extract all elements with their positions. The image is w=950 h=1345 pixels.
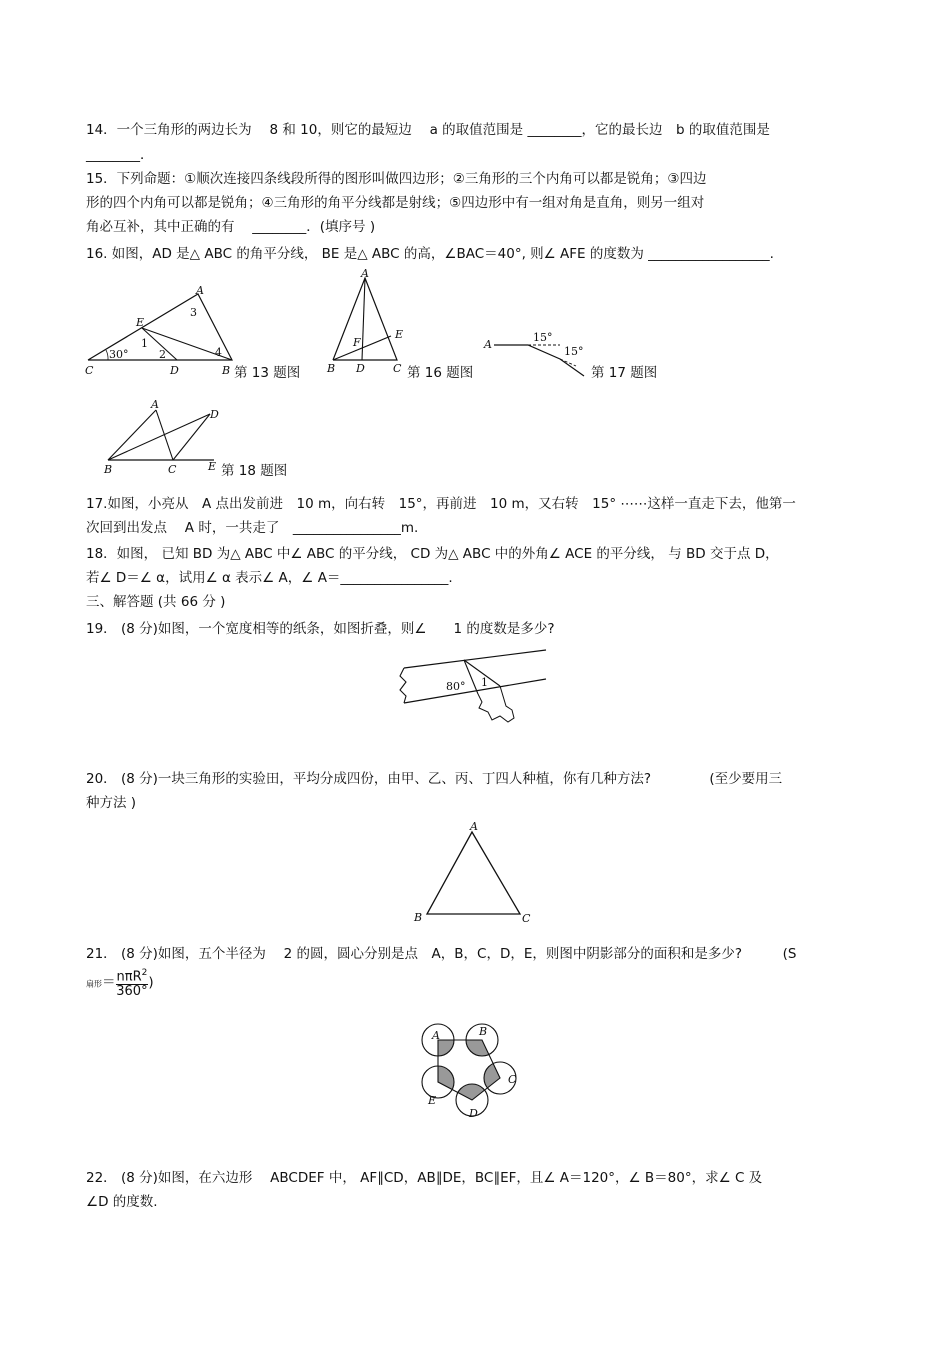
q20-line1: 20． (8 分)一块三角形的实验田，平均分成四份，由甲、乙、丙、丁四人种植，你有几种方法? (至少要用三 — [86, 771, 783, 787]
q15-line1: 15．下列命题：①顺次连接四条线段所得的图形叫做四边形；②三角形的三个内角可以都是锐角；③四边 — [86, 171, 707, 187]
fig18-label-e: E — [208, 460, 217, 473]
fig13-caption: 第 13 题图 — [234, 365, 301, 381]
q21-formula-fraction — [116, 966, 149, 999]
fig21-label-b: B — [479, 1025, 488, 1038]
fig16-label-c: C — [393, 362, 402, 375]
fig18-label-a: A — [151, 398, 159, 411]
fig16-label-a: A — [361, 267, 369, 280]
fig21-label-c: C — [508, 1073, 517, 1086]
fig13-angle-1: 1 — [141, 337, 148, 350]
fig13-label-c: C — [85, 364, 94, 377]
fig18-label-b: B — [104, 463, 113, 476]
figure-19 — [396, 646, 552, 728]
fig18-caption: 第 18 题图 — [221, 463, 288, 479]
q22-line1: 22． (8 分)如图，在六边形 ABCDEF 中， AF∥CD，AB∥DE，BC∥EF，且∠ A＝120°，∠ B＝80°，求∠ C 及 — [86, 1170, 763, 1186]
q16-line1: 16. 如图，AD 是△ ABC 的角平分线， BE 是△ ABC 的高，∠BAC＝40°, 则∠ AFE 的度数为 __________________. — [86, 246, 774, 262]
fig16-caption: 第 16 题图 — [407, 365, 474, 381]
q21-formula-num: nπR — [116, 969, 142, 985]
figure-18 — [100, 398, 220, 478]
figure-16 — [325, 267, 410, 378]
fig17-caption: 第 17 题图 — [591, 365, 658, 381]
q14-line2: ________． — [86, 147, 154, 163]
q22-line2: ∠D 的度数. — [86, 1194, 158, 1210]
q19-line1: 19． (8 分)如图，一个宽度相等的纸条，如图折叠，则∠ 1 的度数是多少? — [86, 621, 555, 637]
q21-formula-sub: 扇形 — [86, 979, 102, 989]
fig13-label-e: E — [136, 316, 145, 329]
fig18-label-c: C — [168, 463, 177, 476]
q15-line2: 形的四个内角可以都是锐角；④三角形的角平分线都是射线；⑤四边形中有一组对角是直角，则另一组对 — [86, 195, 705, 211]
q18-line2: 若∠ D＝∠ α，试用∠ α 表示∠ A，∠ A＝________________. — [86, 570, 453, 586]
fig17-angle-2: 15° — [564, 345, 584, 358]
q14-line1: 14．一个三角形的两边长为 8 和 10，则它的最短边 a 的取值范围是 ________，它的最长边 b 的取值范围是 — [86, 122, 770, 138]
q18-line1: 18．如图， 已知 BD 为△ ABC 中∠ ABC 的平分线， CD 为△ ABC 中的外角∠ ACE 的平分线， 与 BD 交于点 D， — [86, 546, 779, 562]
fig16-label-b: B — [327, 362, 336, 375]
q21-formula-sup: 2 — [141, 968, 148, 978]
fig13-label-d: D — [170, 364, 179, 377]
q20-line2: 种方法 ) — [86, 795, 137, 811]
q21-formula-close: ) — [148, 974, 154, 991]
fig19-angle-1: 1 — [481, 676, 488, 689]
fig17-angle-1: 15° — [533, 331, 553, 344]
fig13-angle-4: 4 — [215, 346, 222, 359]
figure-17 — [480, 328, 590, 378]
fig20-label-c: C — [522, 912, 531, 925]
q21-formula-den: 360° — [116, 984, 148, 1000]
fig13-angle-3: 3 — [190, 306, 197, 319]
fig20-label-a: A — [470, 820, 478, 833]
fig18-label-d: D — [210, 408, 219, 421]
q21-formula-eq: ＝ — [102, 974, 116, 991]
q21-formula — [86, 966, 154, 999]
fig16-label-e: E — [395, 328, 404, 341]
fig13-angle-2: 2 — [159, 348, 166, 361]
fig13-label-b: B — [222, 364, 231, 377]
figure-21 — [416, 1020, 528, 1128]
q15-line3: 角必互补，其中正确的有 ________．(填序号 ) — [86, 219, 376, 235]
fig21-label-e: E — [428, 1094, 437, 1107]
fig20-label-b: B — [414, 911, 423, 924]
fig19-angle-80: 80° — [446, 680, 466, 693]
fig13-angle-30: 30° — [109, 348, 129, 361]
q17-line2: 次回到出发点 A 时，一共走了 ________________m. — [86, 520, 419, 536]
fig16-label-f: F — [353, 336, 361, 349]
q21-line1: 21． (8 分)如图，五个半径为 2 的圆，圆心分别是点 A，B，C，D，E，则图中阴影部分的面积和是多少? (S — [86, 946, 797, 962]
fig21-label-a: A — [432, 1029, 440, 1042]
fig21-label-d: D — [469, 1107, 478, 1120]
figure-13 — [84, 284, 234, 376]
q17-line1: 17.如图，小亮从 A 点出发前进 10 m，向右转 15°，再前进 10 m，又右转 15° ⋯⋯这样一直走下去，他第一 — [86, 496, 796, 512]
figure-20 — [410, 818, 535, 928]
fig17-label-a: A — [484, 338, 492, 351]
fig13-label-a: A — [196, 284, 204, 297]
section-3-heading: 三、解答题 (共 66 分 ) — [86, 594, 226, 610]
fig16-label-d: D — [356, 362, 365, 375]
